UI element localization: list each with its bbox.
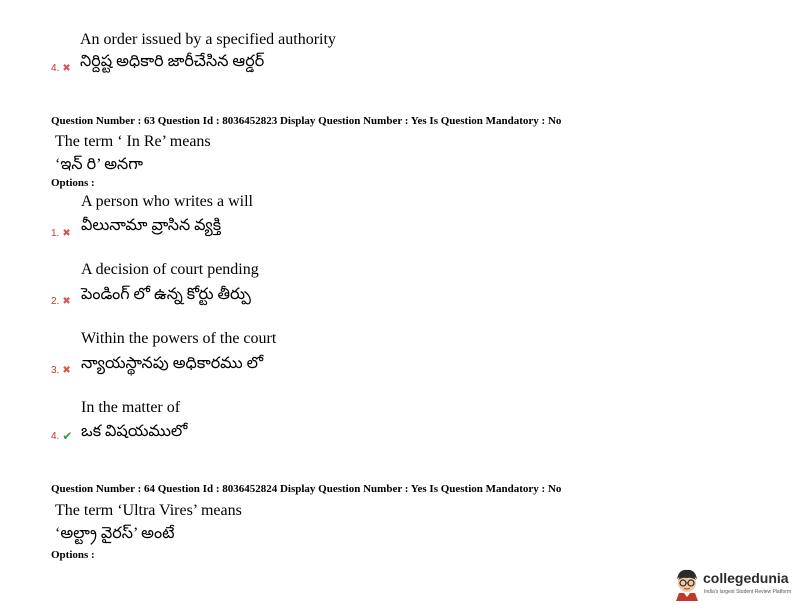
wrong-mark-icon: ✖ <box>62 63 71 74</box>
q63-option-2-english: A decision of court pending <box>81 261 259 278</box>
wrong-mark-icon: ✖ <box>62 296 71 307</box>
q63-option-2-telugu: పెండింగ్ లో ఉన్న కోర్టు తీర్పు <box>81 286 251 303</box>
option-number: 4. <box>51 430 60 442</box>
collegedunia-logo <box>673 565 792 605</box>
option-number: 1. <box>51 228 60 239</box>
option-number: 2. <box>51 296 60 307</box>
q63-option-4-telugu: ఒక విషయములో <box>81 423 188 440</box>
question-64-meta: Question Number : 64 Question Id : 8036452824 Display Question Number : Yes Is Question Mandatory : No <box>51 483 562 495</box>
option-number: 3. <box>51 365 60 376</box>
q63-option-1-marker <box>51 228 71 239</box>
q63-option-2-marker <box>51 296 71 307</box>
q63-option-4-english: In the matter of <box>81 399 181 416</box>
option-number: 4. <box>51 63 60 74</box>
prev-option-4-english: An order issued by a specified authority <box>80 31 336 48</box>
question-64-text-english: The term ‘Ultra Vires’ means <box>55 502 242 519</box>
logo-tagline: India's largest Student Review Platform <box>704 589 792 595</box>
q63-option-3-marker <box>51 365 71 376</box>
q63-option-3-telugu: న్యాయస్థానపు అధికారము లో <box>81 355 264 372</box>
prev-option-4-telugu: నిర్దిష్ట అధికారి జారీచేసిన ఆర్డర్ <box>80 53 265 70</box>
correct-check-icon: ✔ <box>62 429 73 443</box>
q63-option-3-english: Within the powers of the court <box>81 330 277 347</box>
logo-wordmark: collegedunia <box>703 570 789 586</box>
question-63-options-label: Options : <box>51 177 95 189</box>
prev-option-4-marker <box>51 63 71 74</box>
question-64-text-telugu: ‘అల్ట్రా వైరస్’ అంటే <box>55 525 175 542</box>
q63-option-1-english: A person who writes a will <box>81 193 253 210</box>
question-63-meta: Question Number : 63 Question Id : 8036452823 Display Question Number : Yes Is Question Mandatory : No <box>51 115 562 127</box>
question-63-text-english: The term ‘ In Re’ means <box>55 133 211 150</box>
q63-option-1-telugu: వీలునామా వ్రాసిన వ్యక్తి <box>81 217 222 234</box>
q63-option-4-marker <box>51 429 72 443</box>
question-64-options-label: Options : <box>51 549 95 561</box>
question-63-text-telugu: ‘ఇన్ రి’ అనగా <box>55 156 143 173</box>
wrong-mark-icon: ✖ <box>62 228 71 239</box>
wrong-mark-icon: ✖ <box>62 365 71 376</box>
student-mascot-icon <box>673 567 701 601</box>
